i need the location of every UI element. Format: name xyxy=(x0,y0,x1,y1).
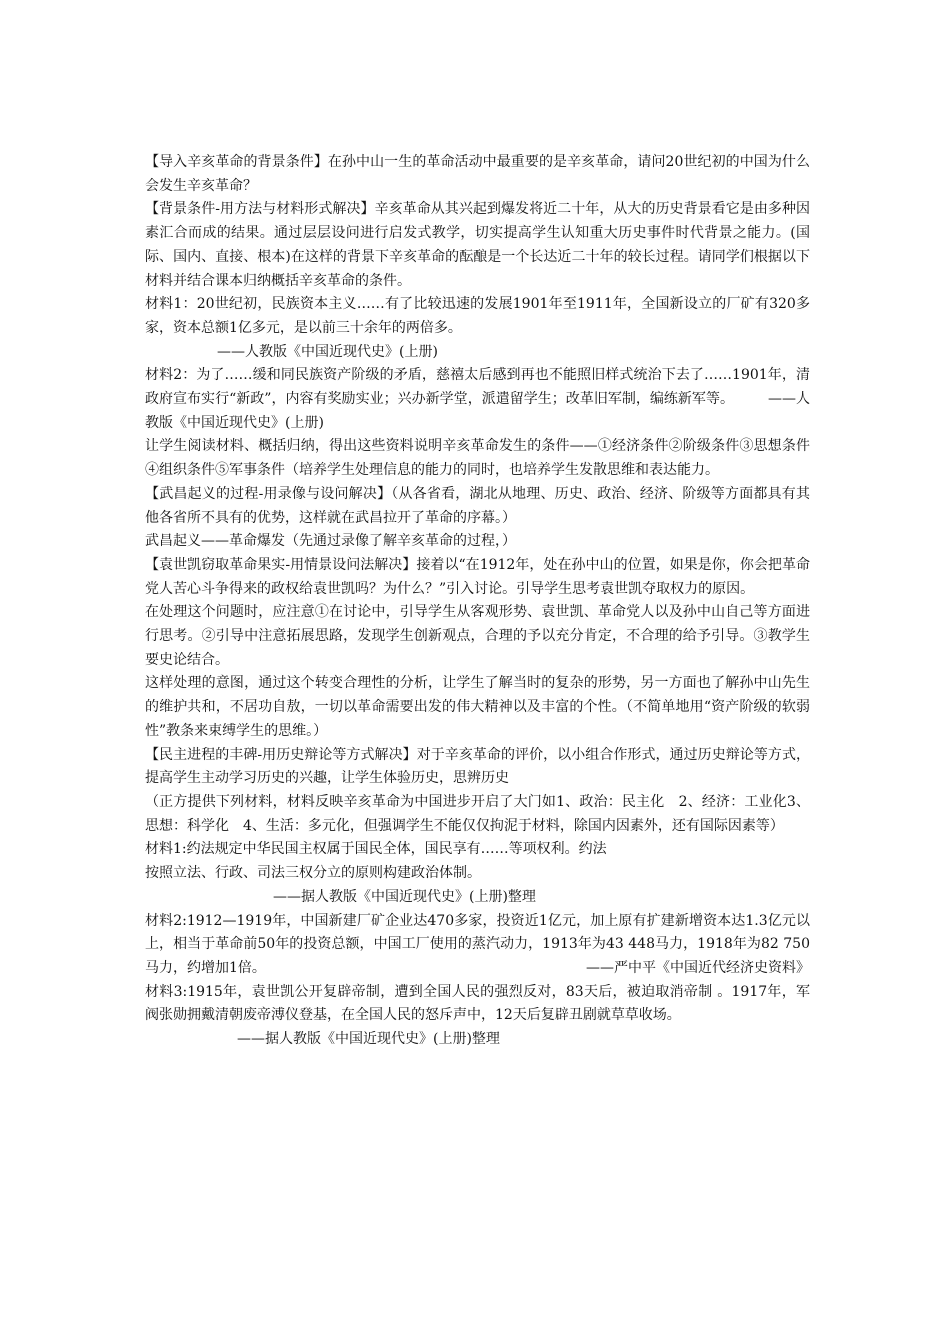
material-1-source: ——人教版《中国近现代史》(上册) xyxy=(217,343,438,360)
paragraph-affirmative: （正方提供下列材料，材料反映辛亥革命为中国进步开启了大门如1、政治：民主化 2、经济：工业化3、思想：科学化 4、生活：多元化，但强调学生不能仅仅拘泥于材料，除国内因素外，还有国际因素等） xyxy=(145,793,810,834)
material-b2-source: ——严中平《中国近代经济史资料》 xyxy=(586,959,810,976)
paragraph-wuchang: 【武昌起义的过程-用录像与设问解决】（从各省看，湖北从地理、历史、政治、经济、阶级等方面都具有其他各省所不具有的优势，这样就在武昌拉开了革命的序幕。） xyxy=(145,485,810,526)
paragraph-wuchang-outbreak: 武昌起义——革命爆发（先通过录像了解辛亥革命的过程，） xyxy=(145,533,516,550)
paragraph-intro: 【导入辛亥革命的背景条件】在孙中山一生的革命活动中最重要的是辛亥革命，请问20世纪初的中国为什么会发生辛亥革命？ xyxy=(145,154,810,194)
paragraph-yuan-shikai: 【袁世凯窃取革命果实-用情景设问法解决】接着以“在1912年，处在孙中山的位置，如果是你，你会把革命党人苦心斗争得来的政权给袁世凯吗？为什么？”引入讨论。引导学生思考袁世凯夺取权力的原因。 xyxy=(145,556,810,597)
material-b2-text: 材料2:1912—1919年，中国新建厂矿企业达470多家，投资近1亿元，加上原有扩建新增资本达1.3亿元以上，相当于革命前50年的投资总额，中国工厂使用的蒸汽动力，1913年为43 448马力，1918年为82 750马力，约增加1倍。 xyxy=(145,912,810,976)
paragraph-material-b3: 材料3:1915年，袁世凯公开复辟帝制，遭到全国人民的强烈反对，83天后，被迫取消帝制 。1917年，军阀张勋拥戴清朝废帝溥仪登基，在全国人民的怒斥声中，12天后复辟丑剧就草草收场。 xyxy=(145,983,810,1024)
paragraph-material-b1: 材料1:约法规定中华民国主权属于国民全体，国民享有……等项权利。约法 xyxy=(145,841,607,858)
document-body xyxy=(145,151,810,1052)
paragraph-democracy: 【民主进程的丰碑-用历史辩论等方式解决】对于辛亥革命的评价，以小组合作形式，通过历史辩论等方式，提高学生主动学习历史的兴趣，让学生体验历史，思辨历史 xyxy=(145,746,810,787)
paragraph-conditions: 让学生阅读材料、概括归纳，得出这些资料说明辛亥革命发生的条件——①经济条件②阶级条件③思想条件④组织条件⑤军事条件（培养学生处理信息的能力的同时，也培养学生发散思维和表达能力。 xyxy=(145,438,810,479)
paragraph-material-b2 xyxy=(145,910,810,981)
material-2-text: 材料2：为了……缓和同民族资产阶级的矛盾，慈禧太后感到再也不能照旧样式统治下去了……1901年，清政府宣布实行“新政”，内容有奖励实业；兴办新学堂，派遣留学生；改革旧军制，编练新军等。 xyxy=(145,367,810,408)
paragraph-background: 【背景条件-用方法与材料形式解决】辛亥革命从其兴起到爆发将近二十年，从大的历史背景看它是由多种因素汇合而成的结果。通过层层设问进行启发式教学，切实提高学生认知重大历史事件时代背景之能力。(国际、国内、直接、根本)在这样的背景下辛亥革命的酝酿是一个长达近二十年的较长过程。请同学们根据以下材料并结合课本归纳概括辛亥革命的条件。 xyxy=(145,201,810,289)
paragraph-material-2 xyxy=(145,364,810,435)
material-b1-source: ——据人教版《中国近现代史》(上册)整理 xyxy=(273,888,536,905)
paragraph-material-b1-cont: 按照立法、行政、司法三权分立的原则构建政治体制。 xyxy=(145,865,481,882)
paragraph-discussion: 在处理这个问题时，应注意①在讨论中，引导学生从客观形势、袁世凯、革命党人以及孙中山自己等方面进行思考。②引导中注意拓展思路，发现学生创新观点，合理的予以充分肯定，不合理的给予引导。③教学生要史论结合。 xyxy=(145,604,810,668)
material-2-source: ——人教版《中国近现代史》(上册) xyxy=(145,391,810,431)
paragraph-intent: 这样处理的意图，通过这个转变合理性的分析，让学生了解当时的复杂的形势，另一方面也了解孙中山先生的维护共和，不居功自敖，一切以革命需要出发的伟大精神以及丰富的个性。（不简单地用“资产阶级的软弱性”教条来束缚学生的思维。） xyxy=(145,675,810,739)
material-b3-source: ——据人教版《中国近现代史》(上册)整理 xyxy=(237,1031,500,1048)
paragraph-material-1: 材料1：20世纪初，民族资本主义……有了比较迅速的发展1901年至1911年，全国新设立的厂矿有320多家，资本总额1亿多元，是以前三十余年的两倍多。 xyxy=(145,296,810,336)
